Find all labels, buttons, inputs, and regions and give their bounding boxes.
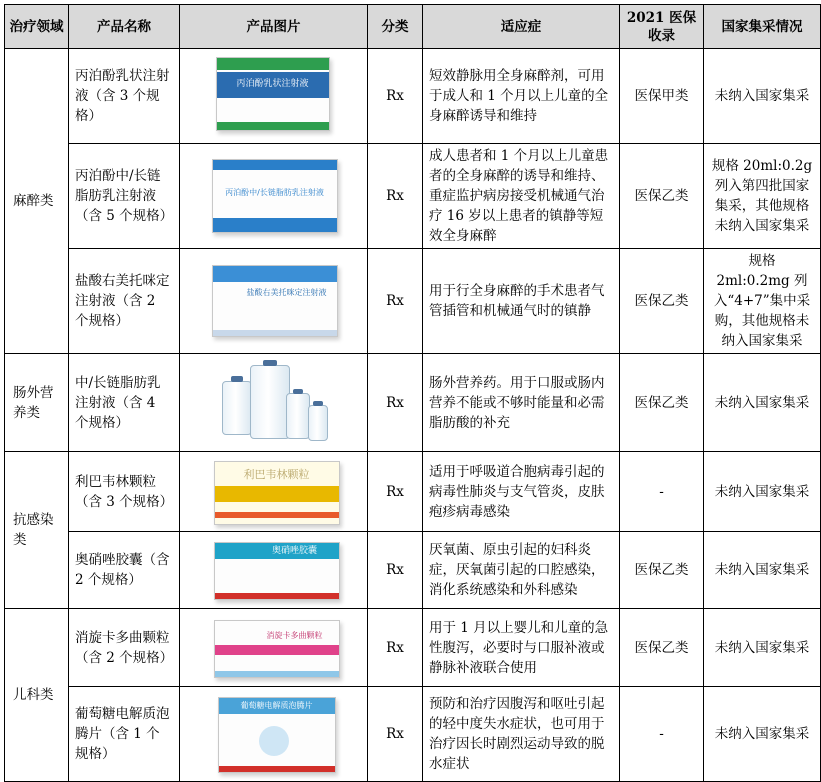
product-box-image: [194, 151, 354, 241]
product-procurement: 未纳入国家集采: [704, 609, 821, 687]
product-insurance: -: [620, 687, 704, 782]
product-name: 葡萄糖电解质泡腾片（含 1 个规格）: [69, 687, 180, 782]
product-indication: 用于 1 月以上婴儿和儿童的急性腹泻，必要时与口服补液或静脉补液联合使用: [423, 609, 620, 687]
product-class: Rx: [368, 49, 423, 144]
product-name: 盐酸右美托咪定注射液（含 2 个规格）: [69, 249, 180, 354]
header-name: 产品名称: [69, 5, 180, 49]
table-row: [5, 532, 821, 609]
header-row: [5, 5, 821, 49]
product-box-label: 盐酸右美托咪定注射液: [246, 288, 327, 297]
product-insurance: -: [620, 452, 704, 532]
product-box-image: [194, 53, 354, 139]
product-class: Rx: [368, 687, 423, 782]
product-image-cell: [180, 144, 368, 249]
product-name: 丙泊酚乳状注射液（含 3 个规格）: [69, 49, 180, 144]
product-box-label: 丙泊酚中/长链脂肪乳注射液: [225, 188, 324, 197]
product-indication: 肠外营养药。用于口服或肠内营养不能或不够时能量和必需脂肪酸的补充: [423, 354, 620, 452]
product-procurement: 规格 2ml:0.2mg 列入“4+7”集中采购，其他规格未纳入国家集采: [704, 249, 821, 354]
product-class: Rx: [368, 249, 423, 354]
area-cell-antiinfective: 抗感染类: [5, 452, 69, 609]
product-image-cell: [180, 49, 368, 144]
product-name: 消旋卡多曲颗粒（含 2 个规格）: [69, 609, 180, 687]
area-cell-parenteral: 肠外营养类: [5, 354, 69, 452]
product-image-cell: [180, 249, 368, 354]
product-insurance: 医保乙类: [620, 249, 704, 354]
area-cell-anesthesia: 麻醉类: [5, 49, 69, 354]
product-insurance: 医保乙类: [620, 532, 704, 609]
product-box-label: 消旋卡多曲颗粒: [266, 630, 323, 640]
product-insurance: 医保乙类: [620, 144, 704, 249]
header-insurance: 2021 医保收录: [620, 5, 704, 49]
product-class: Rx: [368, 532, 423, 609]
product-table: [4, 4, 821, 782]
product-insurance: 医保甲类: [620, 49, 704, 144]
product-indication: 预防和治疗因腹泻和呕吐引起的轻中度失水症状，也可用于治疗因长时剧烈运动导致的脱水症状: [423, 687, 620, 782]
table-row: [5, 49, 821, 144]
product-indication: 短效静脉用全身麻醉剂，可用于成人和 1 个月以上儿童的全身麻醉诱导和维持: [423, 49, 620, 144]
product-procurement: 未纳入国家集采: [704, 452, 821, 532]
product-image-cell: [180, 532, 368, 609]
header-image: 产品图片: [180, 5, 368, 49]
header-class: 分类: [368, 5, 423, 49]
product-box-image: [194, 536, 354, 604]
product-indication: 适用于呼吸道合胞病毒引起的病毒性肺炎与支气管炎，皮肤疱疹病毒感染: [423, 452, 620, 532]
product-procurement: 未纳入国家集采: [704, 687, 821, 782]
product-box-label: 丙泊酚乳状注射液: [236, 79, 309, 89]
table-row: [5, 249, 821, 354]
table-row: [5, 452, 821, 532]
product-box-label: 葡萄糖电解质泡腾片: [240, 701, 313, 710]
product-box-label: 奥硝唑胶囊: [271, 546, 317, 556]
product-procurement: 规格 20ml:0.2g 列入第四批国家集采，其他规格未纳入国家集采: [704, 144, 821, 249]
area-cell-pediatric: 儿科类: [5, 609, 69, 782]
table-row: [5, 354, 821, 452]
product-image-cell: [180, 452, 368, 532]
product-procurement: 未纳入国家集采: [704, 532, 821, 609]
product-insurance: 医保乙类: [620, 354, 704, 452]
product-image-cell: [180, 687, 368, 782]
product-box-image: [194, 691, 354, 777]
header-area: 治疗领域: [5, 5, 69, 49]
table-row: [5, 144, 821, 249]
product-insurance: 医保乙类: [620, 609, 704, 687]
product-box-image: [194, 614, 354, 682]
product-box-label: 利巴韦林颗粒: [243, 467, 310, 481]
product-class: Rx: [368, 452, 423, 532]
product-procurement: 未纳入国家集采: [704, 354, 821, 452]
product-image-cell: [180, 354, 368, 452]
product-procurement: 未纳入国家集采: [704, 49, 821, 144]
product-box-image: [194, 457, 354, 527]
table-row: [5, 687, 821, 782]
product-name: 丙泊酚中/长链脂肪乳注射液（含 5 个规格）: [69, 144, 180, 249]
product-name: 利巴韦林颗粒（含 3 个规格）: [69, 452, 180, 532]
product-name: 中/长链脂肪乳注射液（含 4 个规格）: [69, 354, 180, 452]
product-name: 奥硝唑胶囊（含 2 个规格）: [69, 532, 180, 609]
product-indication: 用于行全身麻醉的手术患者气管插管和机械通气时的镇静: [423, 249, 620, 354]
table-row: [5, 609, 821, 687]
product-bottles-image: [194, 359, 354, 447]
product-indication: 厌氧菌、原虫引起的妇科炎症，厌氧菌引起的口腔感染，消化系统感染和外科感染: [423, 532, 620, 609]
product-indication: 成人患者和 1 个月以上儿童患者的全身麻醉的诱导和维持、重症监护病房接受机械通气治疗 16 岁以上患者的镇静等短效全身麻醉: [423, 144, 620, 249]
header-indication: 适应症: [423, 5, 620, 49]
product-class: Rx: [368, 144, 423, 249]
product-box-image: [194, 257, 354, 345]
header-procurement: 国家集采情况: [704, 5, 821, 49]
product-image-cell: [180, 609, 368, 687]
product-class: Rx: [368, 609, 423, 687]
product-class: Rx: [368, 354, 423, 452]
